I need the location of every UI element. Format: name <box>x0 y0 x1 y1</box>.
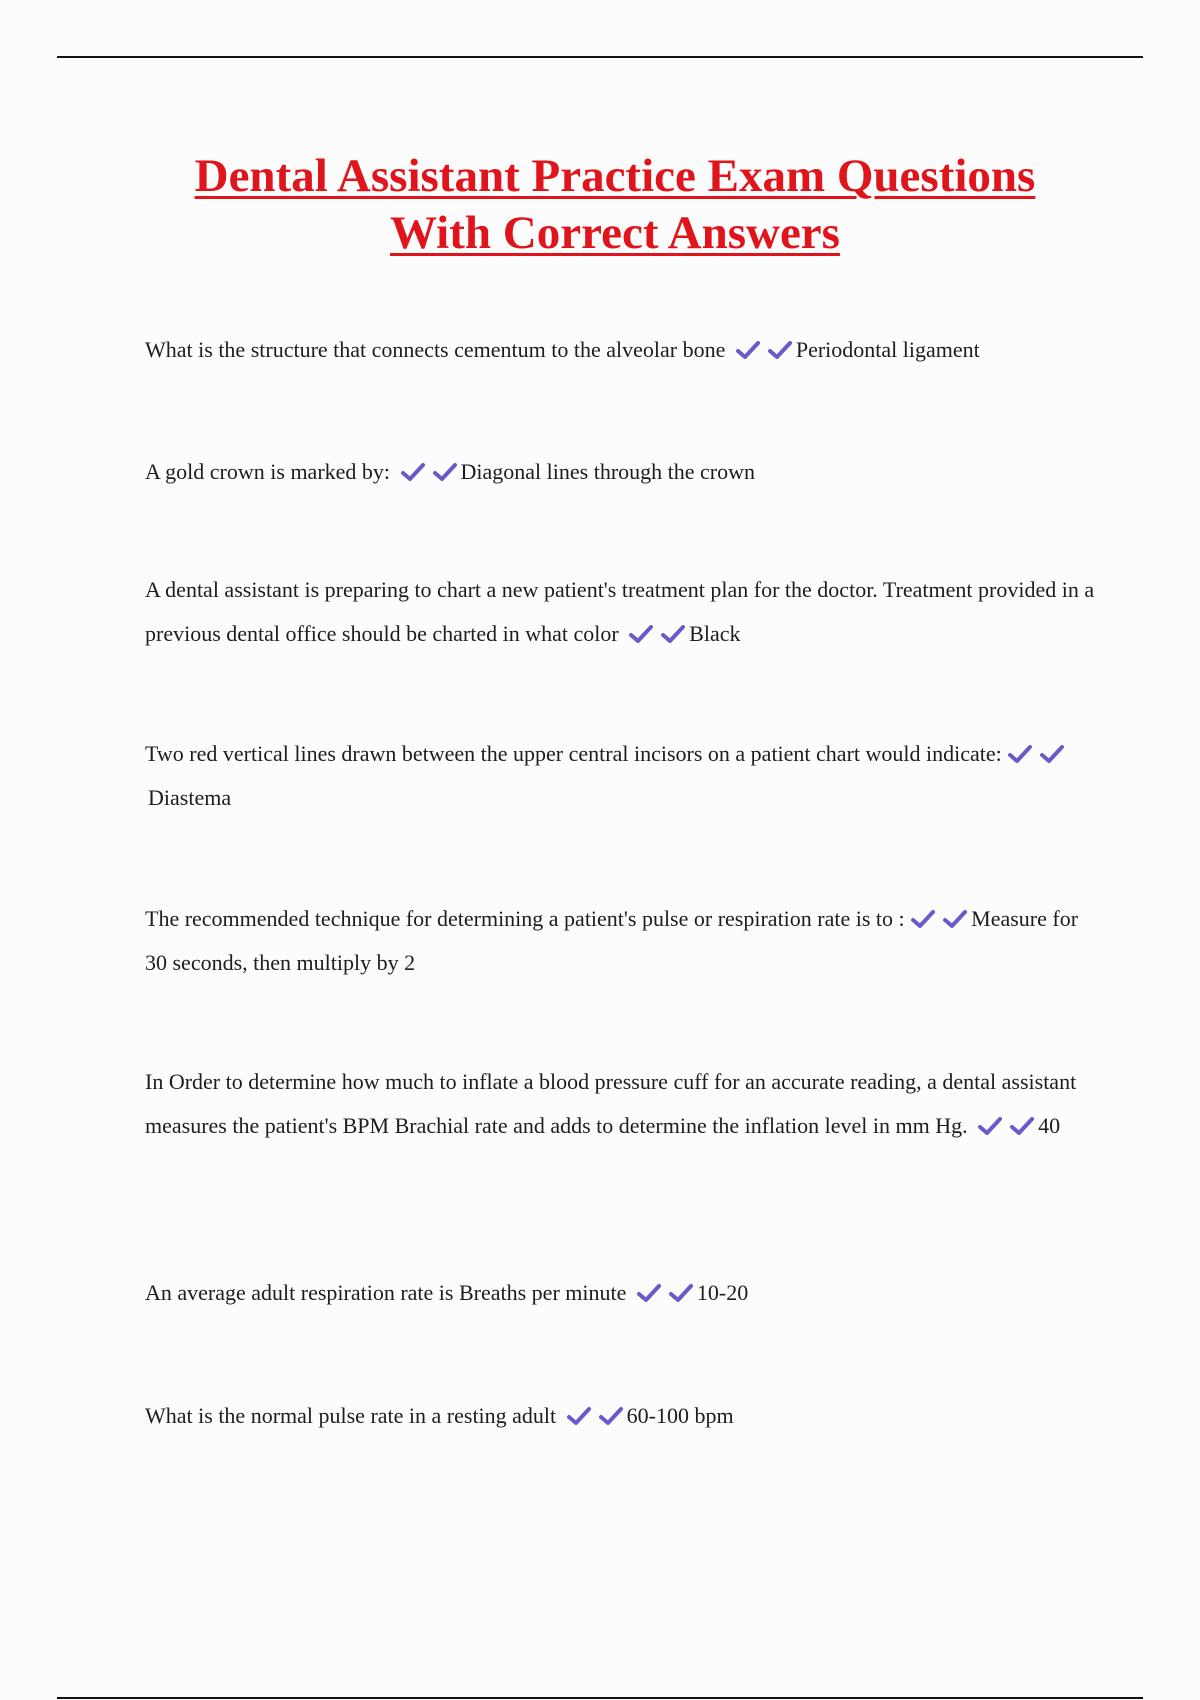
question-text: In Order to determine how much to inflate a blood pressure cuff for an accurate reading, a dental assistant measures the patient's BPM Brachial rate and adds to determine the inflation level in mm Hg. <box>145 1069 1077 1138</box>
check-icon <box>636 1283 662 1303</box>
check-icon <box>910 909 936 929</box>
title-line-1: Dental Assistant Practice Exam Questions <box>194 150 1036 202</box>
check-icon <box>767 340 793 360</box>
question-text: A gold crown is marked by: <box>145 459 391 484</box>
bottom-rule <box>57 1697 1143 1699</box>
qa-item-6 <box>145 1060 1095 1148</box>
check-icon <box>668 1283 694 1303</box>
check-icon <box>1009 1116 1035 1136</box>
question-text: A dental assistant is preparing to chart a new patient's treatment plan for the doctor. Treatment provided in a previous dental office should be charted in what color <box>145 577 1095 646</box>
question-text: Two red vertical lines drawn between the upper central incisors on a patient chart would indicate: <box>145 741 1002 766</box>
question-text: An average adult respiration rate is Breaths per minute <box>145 1280 627 1305</box>
check-icon <box>1007 744 1033 764</box>
qa-item-2 <box>145 450 1095 494</box>
question-text: What is the structure that connects cementum to the alveolar bone <box>145 337 726 362</box>
check-icon <box>977 1116 1003 1136</box>
answer-text: Diastema <box>148 785 232 810</box>
qa-item-8 <box>145 1394 1095 1438</box>
question-text: The recommended technique for determining a patient's pulse or respiration rate is to : <box>145 906 905 931</box>
check-icon <box>400 462 426 482</box>
answer-text: 10-20 <box>696 1280 749 1305</box>
answer-text: Black <box>689 621 741 646</box>
check-icon <box>1039 744 1065 764</box>
answer-text: Measure for 30 seconds, then multiply by 2 <box>145 906 1079 975</box>
check-icon <box>432 462 458 482</box>
top-rule <box>57 56 1143 58</box>
qa-item-3 <box>145 568 1095 656</box>
check-icon <box>598 1406 624 1426</box>
check-icon <box>660 624 686 644</box>
check-icon <box>628 624 654 644</box>
page-title <box>0 148 1200 262</box>
answer-text: Periodontal ligament <box>795 337 980 362</box>
answer-text: Diagonal lines through the crown <box>460 459 756 484</box>
qa-item-5 <box>145 897 1095 985</box>
check-icon <box>735 340 761 360</box>
question-text: What is the normal pulse rate in a resting adult <box>145 1403 557 1428</box>
check-icon <box>942 909 968 929</box>
qa-item-7 <box>145 1271 1095 1315</box>
qa-item-1 <box>145 328 1095 372</box>
check-icon <box>566 1406 592 1426</box>
answer-text: 40 <box>1038 1113 1061 1138</box>
qa-item-4 <box>145 732 1095 820</box>
title-line-2: With Correct Answers <box>390 207 840 259</box>
answer-text: 60-100 bpm <box>626 1403 734 1428</box>
